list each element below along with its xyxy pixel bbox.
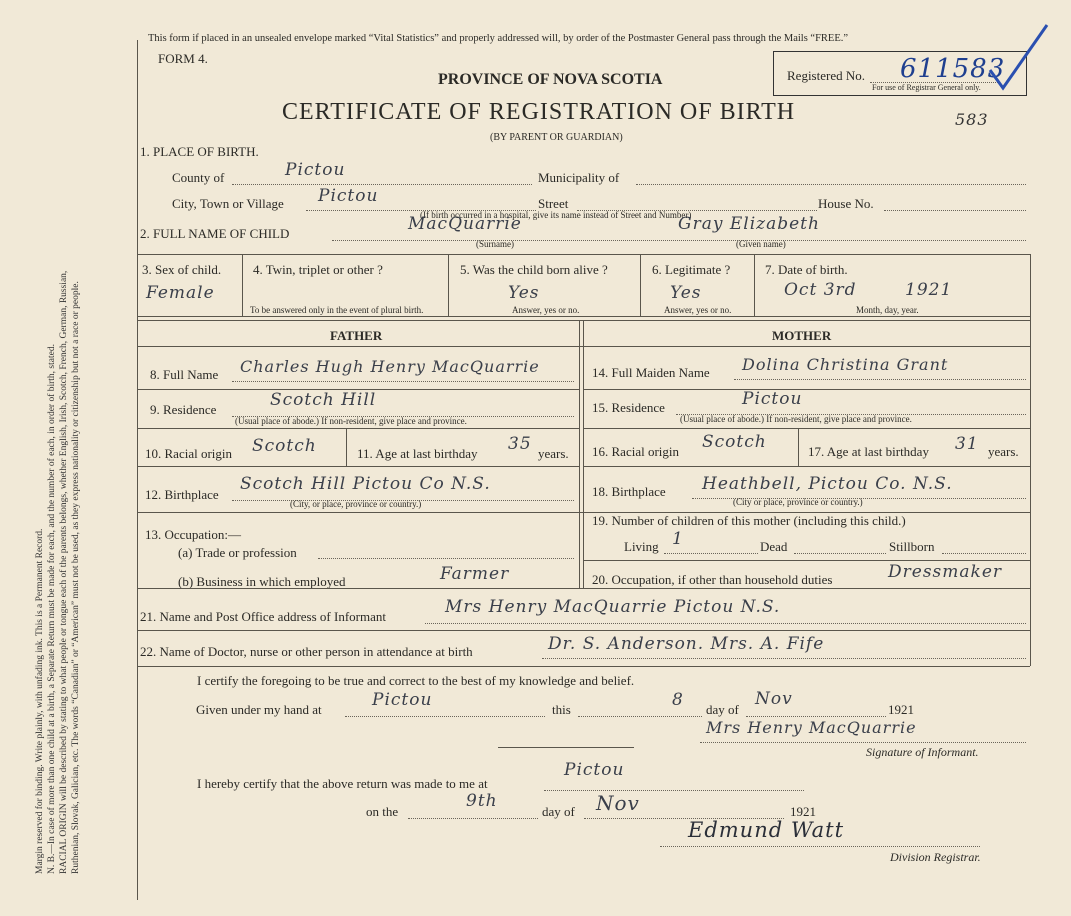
father-name-value: Charles Hugh Henry MacQuarrie xyxy=(240,357,540,376)
hospital-note: (If birth occurred in a hospital, give its name instead of Street and Number) xyxy=(420,210,692,220)
father-heading: FATHER xyxy=(330,328,383,343)
check-mark-icon xyxy=(985,20,1055,95)
birth-year: 1921 xyxy=(905,280,953,300)
mother-name-value: Dolina Christina Grant xyxy=(742,355,949,374)
mother-residence-value: Pictou xyxy=(742,389,803,409)
given-place: Pictou xyxy=(372,690,433,710)
registrar-title: Division Registrar. xyxy=(890,850,981,864)
province-heading: PROVINCE OF NOVA SCOTIA xyxy=(438,71,663,88)
page-title: CERTIFICATE OF REGISTRATION OF BIRTH xyxy=(282,99,796,125)
child-surname: MacQuarrie xyxy=(408,214,522,234)
municipality-label: Municipality of xyxy=(538,170,620,185)
certify-year: 1921 xyxy=(888,702,914,717)
date-label: 7. Date of birth. xyxy=(765,262,848,277)
business-value: Farmer xyxy=(440,564,510,584)
mother-race-value: Scotch xyxy=(702,432,767,452)
margin-line-4: Ruthenian, Slovak, Galician, etc. The words “Canadian” or “American” must not be used, as they express nationality or citizenship but not a race or people. xyxy=(71,281,81,874)
sex-value: Female xyxy=(146,283,215,303)
mother-birthplace-label: 18. Birthplace xyxy=(592,484,666,499)
given-name-note: (Given name) xyxy=(736,239,786,249)
living-value: 1 xyxy=(672,529,684,549)
place-label: 1. PLACE OF BIRTH. xyxy=(140,144,259,159)
registrar-place: Pictou xyxy=(564,760,625,780)
sex-label: 3. Sex of child. xyxy=(142,262,222,277)
dead-label: Dead xyxy=(760,539,788,554)
registrar-signature: Edmund Watt xyxy=(688,818,845,842)
twin-label: 4. Twin, triplet or other ? xyxy=(253,262,383,277)
surname-note: (Surname) xyxy=(476,239,514,249)
father-residence-note: (Usual place of abode.) If non-resident, give place and province. xyxy=(235,416,467,426)
legitimate-note: Answer, yes or no. xyxy=(664,305,732,315)
mother-name-label: 14. Full Maiden Name xyxy=(592,365,710,380)
signature-label: Signature of Informant. xyxy=(866,745,979,759)
certify-day: 8 xyxy=(672,690,684,710)
father-birthplace-label: 12. Birthplace xyxy=(145,487,219,502)
father-age-label: 11. Age at last birthday xyxy=(357,446,478,461)
this-label: this xyxy=(552,702,571,717)
registrar-day: 9th xyxy=(466,791,498,811)
legitimate-value: Yes xyxy=(670,283,702,303)
mother-heading: MOTHER xyxy=(772,328,832,343)
margin-notes xyxy=(34,54,82,874)
father-birthplace-note: (City, or place, province or country.) xyxy=(290,499,422,509)
city-value: Pictou xyxy=(318,186,379,206)
county-label: County of xyxy=(172,170,225,185)
certify-dayof-label: day of xyxy=(706,702,739,717)
mother-birthplace-value: Heathbell, Pictou Co. N.S. xyxy=(702,474,953,494)
top-note: This form if placed in an unsealed envelope marked “Vital Statistics” and properly addressed will, by order of the Postmaster General pass through the Mails “FREE.” xyxy=(148,33,849,44)
stillborn-label: Stillborn xyxy=(889,539,935,554)
father-race-label: 10. Racial origin xyxy=(145,446,233,461)
mother-occupation-label: 20. Occupation, if other than household duties xyxy=(592,572,833,587)
form-number: FORM 4. xyxy=(158,51,208,66)
father-years: years. xyxy=(538,446,569,461)
father-race-value: Scotch xyxy=(252,436,317,456)
mother-birthplace-note: (City or place, province or country.) xyxy=(733,497,863,507)
alive-label: 5. Was the child born alive ? xyxy=(460,262,608,277)
mother-occupation-value: Dressmaker xyxy=(888,562,1003,582)
doctor-label: 22. Name of Doctor, nurse or other person in attendance at birth xyxy=(140,644,473,659)
on-the-label: on the xyxy=(366,804,399,819)
mother-residence-note: (Usual place of abode.) If non-resident, give place and province. xyxy=(680,414,912,424)
informant-label: 21. Name and Post Office address of Informant xyxy=(140,609,386,624)
registrar-text: I hereby certify that the above return was made to me at xyxy=(197,776,488,791)
registered-number: 611583 xyxy=(900,54,1006,84)
legitimate-label: 6. Legitimate ? xyxy=(652,262,731,277)
margin-rule xyxy=(137,40,138,900)
alive-note: Answer, yes or no. xyxy=(512,305,580,315)
father-residence-value: Scotch Hill xyxy=(270,390,377,410)
living-label: Living xyxy=(624,539,659,554)
registrar-month: Nov xyxy=(596,791,640,815)
twin-note: To be answered only in the event of plural birth. xyxy=(250,305,424,315)
certify-month: Nov xyxy=(755,689,793,709)
alive-value: Yes xyxy=(508,283,540,303)
registered-label: Registered No. xyxy=(787,68,865,83)
given-under-label: Given under my hand at xyxy=(196,702,322,717)
mother-race-label: 16. Racial origin xyxy=(592,444,680,459)
father-residence-label: 9. Residence xyxy=(150,402,217,417)
trade-label: (a) Trade or profession xyxy=(178,545,297,560)
margin-line-2: N. B.—In case of more than one child at a birth, a Separate Return must be made for each, and the number of each, in order of birth, stated. xyxy=(47,344,57,874)
page-subtitle: (BY PARENT OR GUARDIAN) xyxy=(490,132,623,143)
child-given-name: Gray Elizabeth xyxy=(678,214,820,234)
mother-age-value: 31 xyxy=(955,434,979,454)
occupation-label: 13. Occupation:— xyxy=(145,527,242,542)
house-label: House No. xyxy=(818,196,874,211)
informant-signature: Mrs Henry MacQuarrie xyxy=(706,718,917,737)
registrar-year: 1921 xyxy=(790,804,816,819)
margin-line-3: RACIAL ORIGIN will be described by stating to what people or tongue each of the parents belongs, whether English, Irish, Scotch, French, German, Russian, xyxy=(59,270,69,874)
registrar-dayof-label: day of xyxy=(542,804,575,819)
birth-date: Oct 3rd xyxy=(784,280,857,300)
child-name-label: 2. FULL NAME OF CHILD xyxy=(140,226,290,241)
father-birthplace-value: Scotch Hill Pictou Co N.S. xyxy=(240,474,491,494)
informant-value: Mrs Henry MacQuarrie Pictou N.S. xyxy=(445,597,781,617)
margin-line-1: Margin reserved for binding. Write plainly, with unfading ink. This is a Permanent Record. xyxy=(35,528,45,874)
mother-years: years. xyxy=(988,444,1019,459)
date-note: Month, day, year. xyxy=(856,305,919,315)
children-count-label: 19. Number of children of this mother (including this child.) xyxy=(592,513,906,528)
county-value: Pictou xyxy=(285,160,346,180)
city-label: City, Town or Village xyxy=(172,196,284,211)
mother-age-label: 17. Age at last birthday xyxy=(808,444,929,459)
certify-text: I certify the foregoing to be true and correct to the best of my knowledge and belief. xyxy=(197,673,635,688)
corner-mark: 583 xyxy=(955,110,989,129)
business-label: (b) Business in which employed xyxy=(178,574,346,589)
registrar-note: For use of Registrar General only. xyxy=(872,83,981,92)
mother-residence-label: 15. Residence xyxy=(592,400,665,415)
doctor-value: Dr. S. Anderson. Mrs. A. Fife xyxy=(548,634,825,654)
street-label: Street xyxy=(538,196,569,211)
father-age-value: 35 xyxy=(508,434,532,454)
father-name-label: 8. Full Name xyxy=(150,367,219,382)
